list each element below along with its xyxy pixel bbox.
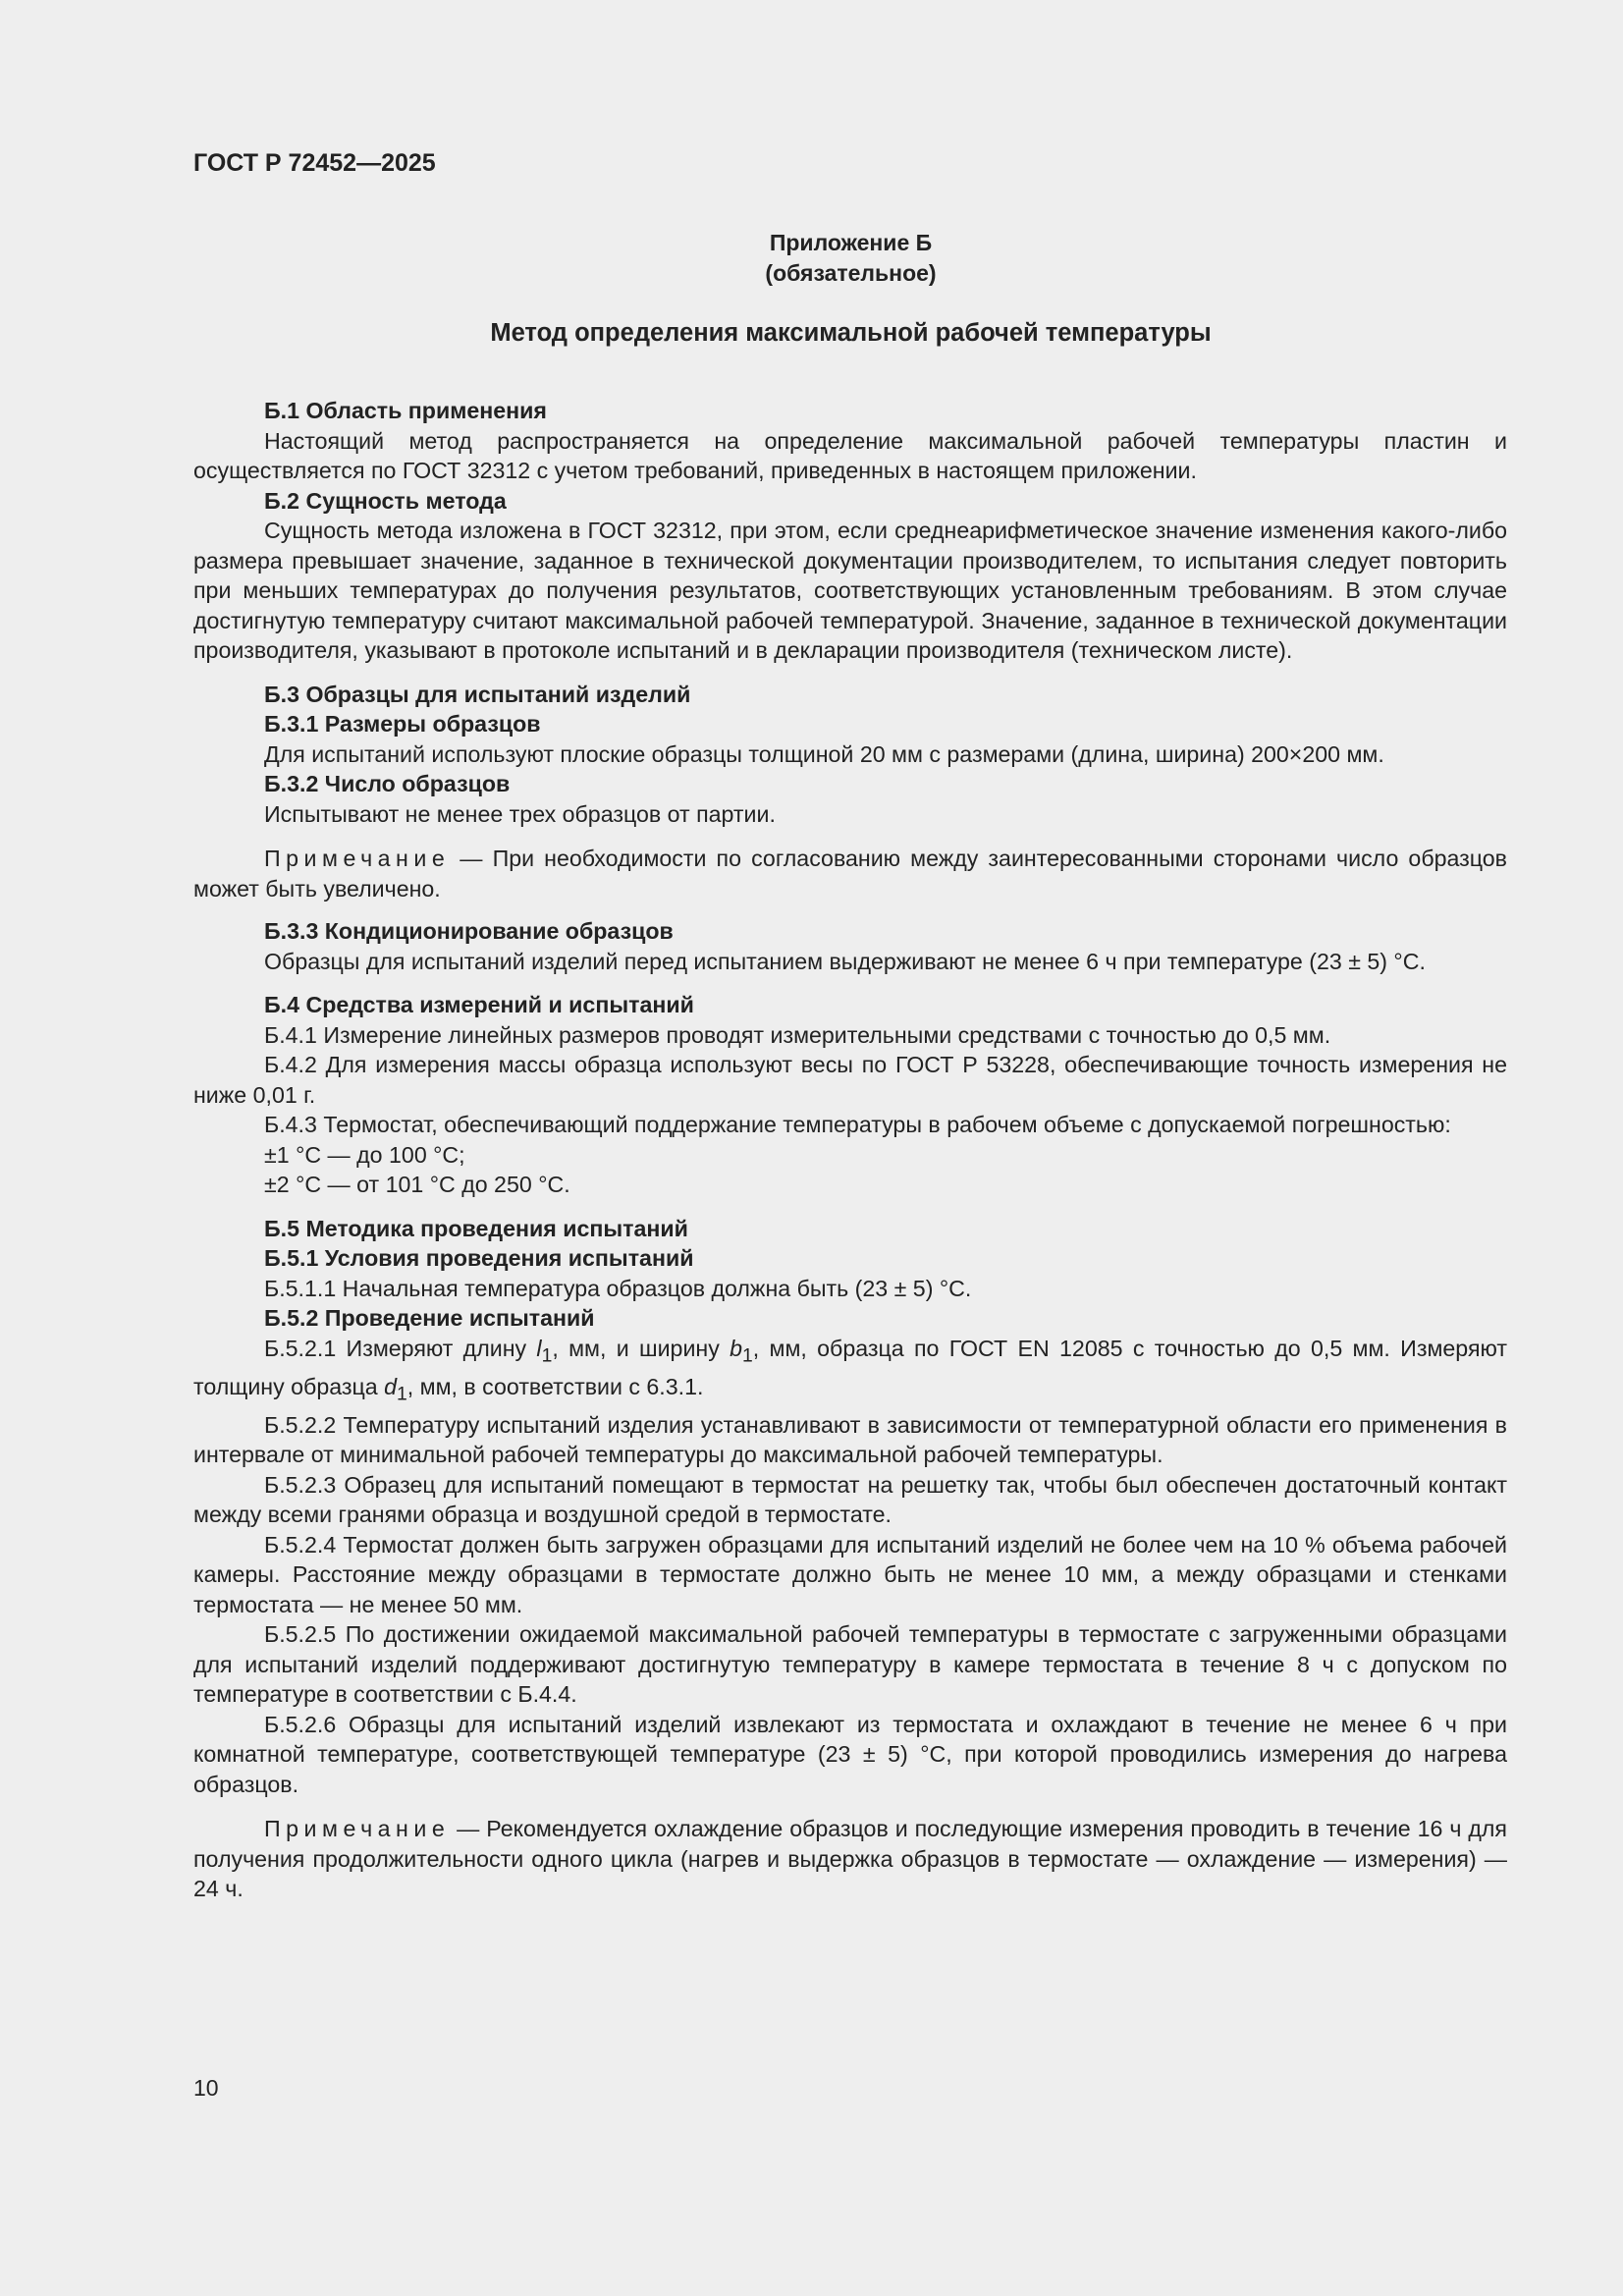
section-heading-b2: Б.2 Сущность метода	[264, 487, 507, 514]
annex-title: Приложение Б	[769, 230, 933, 255]
paragraph-b1: Настоящий метод распространяется на определение максимальной рабочей температуры пластин и осуществляется по ГОСТ 32312 с учетом требований, приведенных в настоящем приложении.	[193, 427, 1507, 483]
symbol-width: b	[730, 1335, 743, 1361]
subsection-heading-b3-1: Б.3.1 Размеры образцов	[264, 711, 541, 737]
paragraph-b5-2-2: Б.5.2.2 Температуру испытаний изделия устанавливают в зависимости от температурной области его применения в интервале от минимальной рабочей температуры до максимальной рабочей температуры.	[193, 1411, 1507, 1468]
annex-heading	[0, 228, 1623, 289]
paragraph-b5-2-3: Б.5.2.3 Образец для испытаний помещают в термостат на решетку так, чтобы был обеспечен достаточный контакт между всеми гранями образца и воздушной средой в термостате.	[193, 1471, 1507, 1528]
paragraph-b5-2-6: Б.5.2.6 Образцы для испытаний изделий извлекают из термостата и охлаждают в течение не менее 6 ч при комнатной температуре, соответствующей температуре (23 ± 5) °С, при которой проводились измерения до нагрева образцов.	[193, 1711, 1507, 1797]
method-title: Метод определения максимальной рабочей температуры	[490, 319, 1212, 347]
note-b5	[193, 1814, 1507, 1904]
note-text: — При необходимости по согласованию между заинтересованными сторонами число образцов может быть увеличено.	[193, 846, 1507, 902]
section-heading-b1: Б.1 Область применения	[264, 398, 547, 423]
paragraph-b5-2-1: Б.5.2.1 Измеряют длину $l_1$, мм, и ширину $b_1$, мм, образца по ГОСТ EN 12085 с точностью до 0,5 мм. Измеряют толщину образца $d_1$, мм, в соответствии с 6.3.1.	[193, 1335, 1508, 1405]
subsection-heading-b5-1: Б.5.1 Условия проведения испытаний	[264, 1245, 694, 1271]
symbol-length: l	[536, 1335, 542, 1361]
paragraph-b3-1: Для испытаний используют плоские образцы толщиной 20 мм с размерами (длина, ширина) 200×200 мм.	[264, 740, 1384, 767]
note-text: — Рекомендуется охлаждение образцов и последующие измерения проводить в течение 16 ч для получения продолжительности одного цикла (нагрев и выдержка образцов в термостате — охлаждение — измерения) — 24 ч.	[193, 1816, 1507, 1902]
document-body	[193, 396, 1507, 1904]
note-label: Примечание	[264, 1816, 451, 1842]
subsection-heading-b3-2: Б.3.2 Число образцов	[264, 771, 511, 796]
section-heading-b3: Б.3 Образцы для испытаний изделий	[264, 681, 691, 707]
section-heading-b5: Б.5 Методика проведения испытаний	[264, 1215, 688, 1241]
list-item: ±1 °С — до 100 °С;	[264, 1141, 465, 1168]
paragraph-b4-1: Б.4.1 Измерение линейных размеров проводят измерительными средствами с точностью до 0,5 мм.	[264, 1021, 1331, 1048]
subsection-heading-b3-3: Б.3.3 Кондиционирование образцов	[264, 918, 674, 944]
paragraph-b3-3: Образцы для испытаний изделий перед испытанием выдерживают не менее 6 ч при температуре (23 ± 5) °С.	[264, 948, 1426, 974]
note-b3	[193, 844, 1507, 903]
list-item: ±2 °С — от 101 °С до 250 °С.	[264, 1172, 570, 1197]
paragraph-b5-2-4: Б.5.2.4 Термостат должен быть загружен образцами для испытаний изделий не более чем на 10 % объема рабочей камеры. Расстояние между образцами в термостате должно быть не менее 10 мм, а между образцами и стенками термостата — не менее 50 мм.	[193, 1531, 1507, 1617]
subsection-heading-b5-2: Б.5.2 Проведение испытаний	[264, 1305, 595, 1331]
note-label: Примечание	[264, 846, 451, 871]
page-number: 10	[193, 2075, 219, 2101]
section-heading-b4: Б.4 Средства измерений и испытаний	[264, 992, 694, 1017]
paragraph-b3-2: Испытывают не менее трех образцов от партии.	[264, 800, 776, 827]
paragraph-b4-3: Б.4.3 Термостат, обеспечивающий поддержание температуры в рабочем объеме с допускаемой погрешностью:	[264, 1112, 1451, 1137]
symbol-thickness: d	[384, 1373, 398, 1399]
paragraph-b5-2-5: Б.5.2.5 По достижении ожидаемой максимальной рабочей температуры в термостате с загруженными образцами для испытаний изделий поддерживают достигнутую температуру в камере термостата в течение 8 ч с допуском по температуре в соответствии с Б.4.4.	[193, 1621, 1507, 1708]
document-code: ГОСТ Р 72452—2025	[193, 149, 436, 177]
paragraph-b2: Сущность метода изложена в ГОСТ 32312, при этом, если среднеарифметическое значение изменения какого-либо размера превышает значение, заданное в технической документации производителем, то испытания следует повторить при меньших температурах до получения результатов, соответствующих установленным требованиям. В этом случае достигнутую температуру считают максимальной рабочей температурой. Значение, заданное в технической документации производителя, указывают в протоколе испытаний и в декларации производителя (техническом листе).	[193, 518, 1507, 663]
paragraph-b4-2: Б.4.2 Для измерения массы образца используют весы по ГОСТ Р 53228, обеспечивающие точность измерения не ниже 0,01 г.	[193, 1052, 1507, 1108]
paragraph-b5-1-1: Б.5.1.1 Начальная температура образцов должна быть (23 ± 5) °С.	[264, 1275, 972, 1301]
annex-status: (обязательное)	[765, 260, 937, 286]
